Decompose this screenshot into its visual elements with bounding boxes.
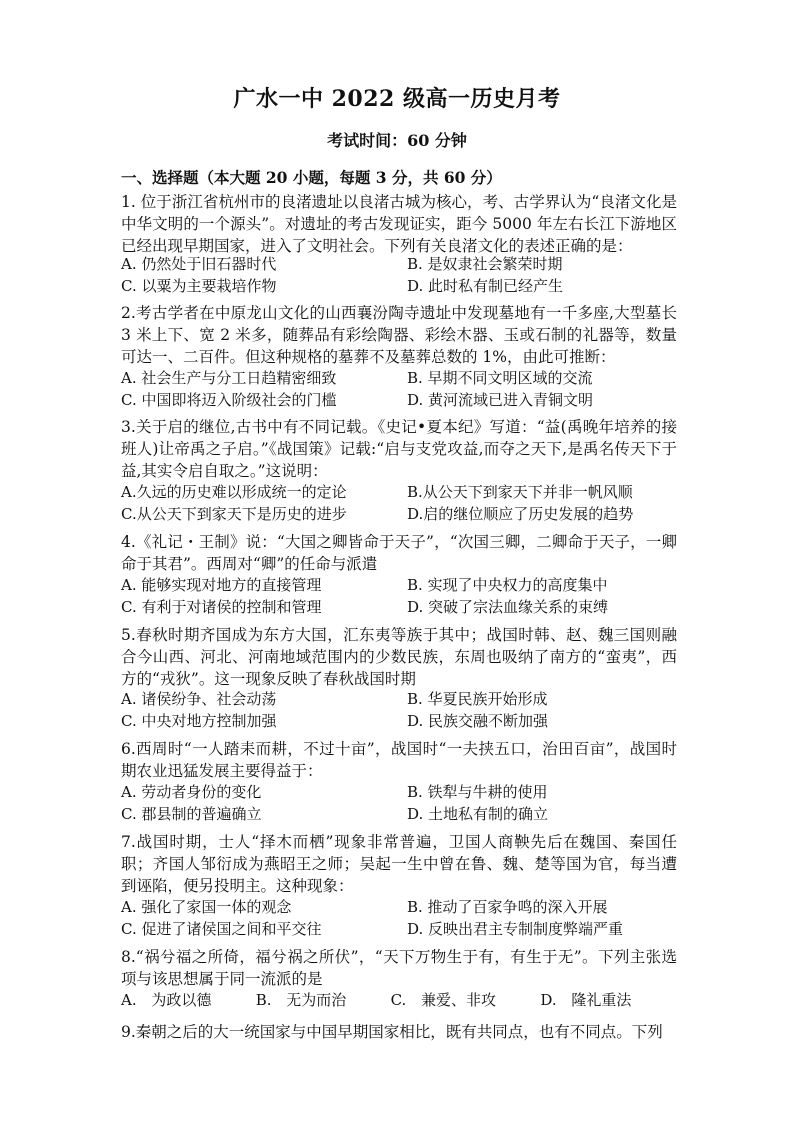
- question-8-options: [121, 989, 631, 1011]
- question-4-options: [121, 574, 677, 618]
- option-a: A. 能够实现对地方的直接管理: [121, 576, 322, 594]
- option-d: D. 民族交融不断加强: [407, 712, 549, 730]
- question-3-text: 3.关于启的继位,古书中有不同记载。《史记•夏本纪》写道：“益(禹晚年培养的接班人)让帝禹之子启。”《战国策》记载:“启与支党攻益,而夺之天下,是禹名传天下于益,其实令启自取之。”这说明：: [121, 418, 677, 480]
- question-9-text: 9.秦朝之后的大一统国家与中国早期国家相比，既有共同点，也有不同点。下列: [121, 1023, 663, 1041]
- option-b: B. 华夏民族开始形成: [407, 690, 548, 708]
- question-8-text: 8.“祸兮福之所倚，福兮祸之所伏”，“天下万物生于有，有生于无”。下列主张选项与该思想属于同一流派的是: [121, 948, 677, 988]
- option-c: C. 兼爱、非攻: [390, 991, 497, 1009]
- option-d: D. 隆礼重法: [540, 991, 632, 1009]
- option-c: C. 促进了诸侯国之间和平交往: [121, 920, 322, 938]
- option-b: B. 是奴隶社会繁荣时期: [407, 255, 563, 273]
- option-a: A.久远的历史难以形成统一的定论: [121, 483, 347, 501]
- question-2-options: [121, 367, 677, 411]
- question-7-options: [121, 896, 677, 940]
- option-d: D. 突破了宗法血缘关系的束缚: [407, 598, 609, 616]
- option-d: D. 黄河流域已进入青铜文明: [407, 391, 594, 409]
- option-b: B. 无为而治: [255, 991, 347, 1009]
- option-b: B. 实现了中央权力的高度集中: [407, 576, 608, 594]
- question-5-options: [121, 688, 677, 732]
- exam-title: 广水一中 2022 级高一历史月考: [233, 86, 561, 112]
- question-7-text: 7.战国时期，士人“择木而栖”现象非常普遍，卫国人商鞅先后在魏国、秦国任职；齐国人邹衍成为燕昭王之师；吴起一生中曾在鲁、魏、楚等国为官，每当遭到诬陷，便另投明主。这种现象：: [121, 833, 677, 895]
- option-d: D. 此时私有制已经产生: [407, 277, 564, 295]
- question-1-text: 1. 位于浙江省杭州市的良渚遗址以良渚古城为核心，考、古学界认为“良渚文化是中华文明的一个源头”。对遗址的考古发现证实，距今 5000 年左右长江下游地区已经出现早期国家，进入了文明社会。下列有关良渚文化的表述正确的是：: [121, 193, 677, 255]
- option-d: D.启的继位顺应了历史发展的趋势: [407, 505, 634, 523]
- option-a: A. 劳动者身份的变化: [121, 783, 262, 801]
- option-d: D. 反映出君主专制制度弊端严重: [407, 920, 624, 938]
- option-c: C. 中央对地方控制加强: [121, 712, 277, 730]
- question-5-text: 5.春秋时期齐国成为东方大国，汇东夷等族于其中；战国时韩、赵、魏三国则融合今山西、河北、河南地域范围内的少数民族，东周也吸纳了南方的“蛮夷”，西方的“戎狄”。这一现象反映了春秋战国时期: [121, 626, 677, 688]
- option-a: A. 社会生产与分工日趋精密细致: [121, 369, 337, 387]
- question-3-options: [121, 481, 677, 525]
- question-2-text: 2.考古学者在中原龙山文化的山西襄汾陶寺遗址中发现墓地有一千多座,大型墓长 3 米上下、宽 2 米多，随葬品有彩绘陶器、彩绘木器、玉或石制的礼器等，数量可达一、二百件。但这种规格的墓葬不及墓葬总数的 1%，由此可推断：: [121, 304, 677, 366]
- exam-duration: 考试时间：60 分钟: [327, 131, 467, 150]
- option-c: C. 有利于对诸侯的控制和管理: [121, 598, 322, 616]
- question-6-options: [121, 781, 677, 825]
- option-a: A. 仍然处于旧石器时代: [121, 255, 277, 273]
- question-1-options: [121, 253, 677, 297]
- option-b: B. 铁犁与牛耕的使用: [407, 783, 548, 801]
- option-d: D. 土地私有制的确立: [407, 805, 549, 823]
- option-a: A. 为政以德: [121, 991, 212, 1009]
- option-a: A. 强化了家国一体的观念: [121, 898, 292, 916]
- option-b: B. 推动了百家争鸣的深入开展: [407, 898, 608, 916]
- option-c: C. 以粟为主要栽培作物: [121, 277, 277, 295]
- question-4-text: 4.《礼记・王制》说：“大国之卿皆命于天子”，“次国三卿，二卿命于天子，一卿命于其君”。西周对“卿”的任命与派遣: [121, 533, 677, 573]
- option-c: C.从公天下到家天下是历史的进步: [121, 505, 347, 523]
- option-b: B.从公天下到家天下并非一帆风顺: [407, 483, 633, 501]
- option-a: A. 诸侯纷争、社会动荡: [121, 690, 277, 708]
- option-b: B. 早期不同文明区域的交流: [407, 369, 593, 387]
- option-c: C. 郡县制的普遍确立: [121, 805, 262, 823]
- question-6-text: 6.西周时“一人踏耒而耕，不过十亩”，战国时“一夫挟五口，治田百亩”，战国时期农业迅猛发展主要得益于：: [121, 740, 677, 780]
- option-c: C. 中国即将迈入阶级社会的门槛: [121, 391, 337, 409]
- section-heading: 一、选择题（本大题 20 小题，每题 3 分，共 60 分）: [121, 168, 502, 187]
